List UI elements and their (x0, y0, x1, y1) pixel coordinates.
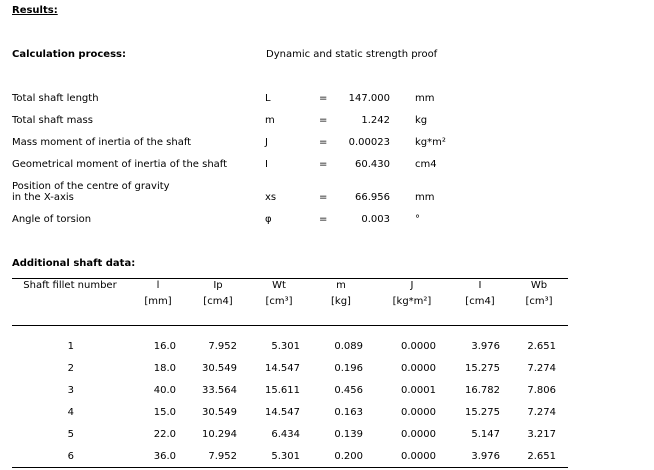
cell-fillet-number: 4 (67, 407, 74, 418)
table-row (0, 407, 654, 421)
param-equals: = (319, 93, 328, 104)
cell-m: 0.196 (334, 363, 363, 374)
param-value: 0.003 (361, 214, 390, 225)
cell-ip: 30.549 (202, 363, 237, 374)
results-title: Results: (12, 5, 58, 16)
cell-wt: 15.611 (265, 385, 300, 396)
table-bottom-rule (12, 467, 568, 468)
table-row (0, 363, 654, 377)
cell-i: 15.275 (465, 363, 500, 374)
param-symbol: φ (265, 214, 272, 225)
cell-m: 0.139 (334, 429, 363, 440)
cell-ip: 33.564 (202, 385, 237, 396)
cell-wb: 3.217 (527, 429, 556, 440)
cell-l: 36.0 (153, 451, 176, 462)
cell-j: 0.0000 (401, 363, 436, 374)
cell-m: 0.163 (334, 407, 363, 418)
cell-fillet-number: 3 (67, 385, 74, 396)
cell-wt: 14.547 (265, 407, 300, 418)
col-header-wt: Wt (272, 280, 286, 291)
col-header-ip: Ip (213, 280, 223, 291)
param-equals: = (319, 214, 328, 225)
param-equals: = (319, 192, 328, 203)
table-row (0, 451, 654, 465)
cell-fillet-number: 1 (67, 341, 74, 352)
cell-wb: 7.274 (527, 363, 556, 374)
cell-wt: 5.301 (271, 451, 300, 462)
cell-i: 3.976 (471, 341, 500, 352)
cell-m: 0.089 (334, 341, 363, 352)
table-row (0, 429, 654, 443)
col-header-fillet-number: Shaft fillet number (23, 280, 117, 291)
param-value: 60.430 (355, 159, 390, 170)
param-symbol: xs (265, 192, 277, 203)
cell-i: 3.976 (471, 451, 500, 462)
cell-j: 0.0000 (401, 341, 436, 352)
param-equals: = (319, 137, 328, 148)
param-value: 147.000 (348, 93, 390, 104)
param-unit: mm (415, 93, 435, 104)
col-header-l-unit: [mm] (144, 296, 172, 307)
param-symbol: m (265, 115, 275, 126)
cell-wb: 7.274 (527, 407, 556, 418)
param-unit: kg (415, 115, 428, 126)
col-header-i-unit: [cm4] (465, 296, 495, 307)
cell-ip: 10.294 (202, 429, 237, 440)
cell-fillet-number: 6 (67, 451, 74, 462)
col-header-ip-unit: [cm4] (203, 296, 233, 307)
col-header-j: J (410, 280, 414, 291)
col-header-l: l (156, 280, 160, 291)
cell-i: 16.782 (465, 385, 500, 396)
calculation-process-value: Dynamic and static strength proof (266, 49, 438, 60)
table-header-rule (12, 325, 568, 326)
cell-ip: 7.952 (208, 341, 237, 352)
param-equals: = (319, 159, 328, 170)
cell-fillet-number: 2 (67, 363, 74, 374)
col-header-wt-unit: [cm³] (265, 296, 293, 307)
param-label: Geometrical moment of inertia of the shaft (12, 159, 228, 170)
table-row (0, 385, 654, 399)
cell-j: 0.0000 (401, 429, 436, 440)
param-equals: = (319, 115, 328, 126)
param-symbol: I (265, 159, 268, 170)
cell-fillet-number: 5 (67, 429, 74, 440)
cell-l: 40.0 (153, 385, 176, 396)
cell-i: 15.275 (465, 407, 500, 418)
additional-data-title: Additional shaft data: (12, 258, 136, 269)
param-label: Total shaft length (12, 93, 99, 104)
col-header-j-unit: [kg*m²] (392, 296, 432, 307)
cell-l: 22.0 (153, 429, 176, 440)
table-row (0, 341, 654, 355)
col-header-wb: Wb (530, 280, 548, 291)
col-header-wb-unit: [cm³] (525, 296, 553, 307)
calculation-process-label: Calculation process: (12, 49, 126, 60)
param-symbol: J (265, 137, 268, 148)
param-unit: mm (415, 192, 435, 203)
param-value: 1.242 (361, 115, 390, 126)
cell-ip: 7.952 (208, 451, 237, 462)
col-header-i: I (478, 280, 482, 291)
cell-j: 0.0001 (401, 385, 436, 396)
param-unit: ° (415, 214, 420, 225)
cell-wb: 2.651 (527, 451, 556, 462)
cell-i: 5.147 (471, 429, 500, 440)
cell-j: 0.0000 (401, 451, 436, 462)
cell-l: 15.0 (153, 407, 176, 418)
cell-wt: 5.301 (271, 341, 300, 352)
cell-m: 0.456 (334, 385, 363, 396)
table-top-rule (12, 278, 568, 279)
cell-ip: 30.549 (202, 407, 237, 418)
cell-l: 18.0 (153, 363, 176, 374)
param-unit: kg*m² (415, 137, 446, 148)
param-value: 0.00023 (348, 137, 390, 148)
param-label-line2: in the X-axis (12, 192, 74, 203)
cell-wt: 6.434 (271, 429, 300, 440)
param-unit: cm4 (415, 159, 437, 170)
param-label: Total shaft mass (12, 115, 93, 126)
col-header-m: m (336, 280, 346, 291)
cell-l: 16.0 (153, 341, 176, 352)
cell-wb: 2.651 (527, 341, 556, 352)
cell-wb: 7.806 (527, 385, 556, 396)
param-label: Angle of torsion (12, 214, 92, 225)
param-symbol: L (265, 93, 271, 104)
cell-m: 0.200 (334, 451, 363, 462)
param-label-line1: Position of the centre of gravity (12, 181, 170, 192)
cell-wt: 14.547 (265, 363, 300, 374)
param-value: 66.956 (355, 192, 390, 203)
col-header-m-unit: [kg] (331, 296, 351, 307)
param-label: Mass moment of inertia of the shaft (12, 137, 192, 148)
cell-j: 0.0000 (401, 407, 436, 418)
